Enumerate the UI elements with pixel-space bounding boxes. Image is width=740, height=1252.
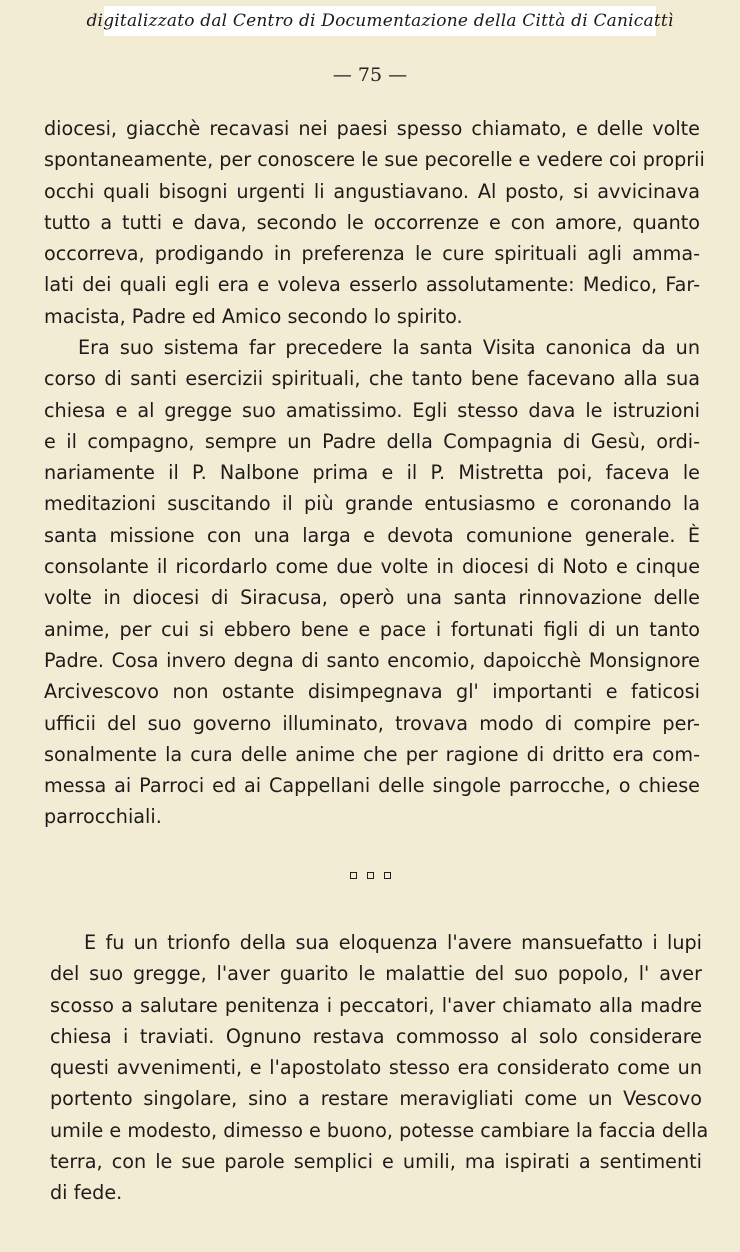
text-line: del suo gregge, l'aver guarito le malattie del suo popolo, l' aver <box>50 962 702 986</box>
text-line: anime, per cui si ebbero bene e pace i fortunati figli di un tanto <box>44 617 700 641</box>
text-line: E fu un trionfo della sua eloquenza l'avere mansuefatto i lupi <box>84 931 702 954</box>
text-line: terra, con le sue parole semplici e umili, ma ispirati a sentimenti <box>50 1150 702 1174</box>
text-line: diocesi, giacchè recavasi nei paesi spesso chiamato, e delle volte <box>44 117 700 140</box>
text-line: volte in diocesi di Siracusa, operò una santa rinnovazione delle <box>44 586 700 610</box>
text-line: consolante il ricordarlo come due volte in diocesi di Noto e cinque <box>44 555 700 579</box>
text-line: messa ai Parroci ed ai Cappellani delle singole parrocche, o chiese <box>44 774 700 798</box>
text-line: nariamente il P. Nalbone prima e il P. Mistretta poi, faceva le <box>44 461 700 485</box>
text-line: spontaneamente, per conoscere le sue pecorelle e vedere coi proprii <box>44 148 705 172</box>
text-line: corso di santi esercizii spirituali, che tanto bene facevano alla sua <box>44 367 700 391</box>
separator-square-icon <box>384 872 391 879</box>
text-line: chiesa e al gregge suo amatissimo. Egli stesso dava le istruzioni <box>44 398 700 422</box>
text-line: occhi quali bisogni urgenti li angustiavano. Al posto, si avvicinava <box>44 179 700 203</box>
text-line: sonalmente la cura delle anime che per ragione di dritto era com- <box>44 742 700 766</box>
page-number: — 75 — <box>332 64 408 86</box>
paragraph-2 <box>44 332 700 833</box>
text-line: ufficii del suo governo illuminato, trovava modo di compire per- <box>44 711 700 735</box>
text-line: santa missione con una larga e devota comunione generale. È <box>44 523 700 547</box>
text-line: di fede. <box>50 1181 123 1205</box>
text-line: scosso a salutare penitenza i peccatori, l'aver chiamato alla madre <box>50 993 702 1017</box>
text-line: occorreva, prodigando in preferenza le cure spirituali agli amma- <box>44 242 700 266</box>
text-line: questi avvenimenti, e l'apostolato stesso era considerato come un <box>50 1056 702 1080</box>
separator-square-icon <box>367 872 374 879</box>
text-line: lati dei quali egli era e voleva esserlo assolutamente: Medico, Far- <box>44 273 700 297</box>
text-line: portento singolare, sino a restare meravigliati come un Vescovo <box>50 1087 702 1111</box>
text-line: tutto a tutti e dava, secondo le occorrenze e con amore, quanto <box>44 210 700 234</box>
digitization-watermark: digitalizzato dal Centro di Documentazione della Città di Canicattì <box>104 6 656 36</box>
section-separator <box>0 872 740 879</box>
paragraph-3 <box>50 927 709 1209</box>
text-line: Era suo sistema far precedere la santa Visita canonica da un <box>78 336 700 359</box>
text-line: umile e modesto, dimesso e buono, potesse cambiare la faccia della <box>50 1118 709 1142</box>
separator-square-icon <box>350 872 357 879</box>
text-line: macista, Padre ed Amico secondo lo spirito. <box>44 304 463 328</box>
text-line: Padre. Cosa invero degna di santo encomio, dapoicchè Monsignore <box>44 648 700 672</box>
text-line: e il compagno, sempre un Padre della Compagnia di Gesù, ordi- <box>44 429 700 453</box>
paragraph-1 <box>44 113 705 332</box>
text-line: chiesa i traviati. Ognuno restava commosso al solo considerare <box>50 1024 702 1048</box>
text-line: meditazioni suscitando il più grande entusiasmo e coronando la <box>44 492 700 516</box>
text-line: parrocchiali. <box>44 805 162 829</box>
text-line: Arcivescovo non ostante disimpegnava gl' importanti e faticosi <box>44 680 700 704</box>
